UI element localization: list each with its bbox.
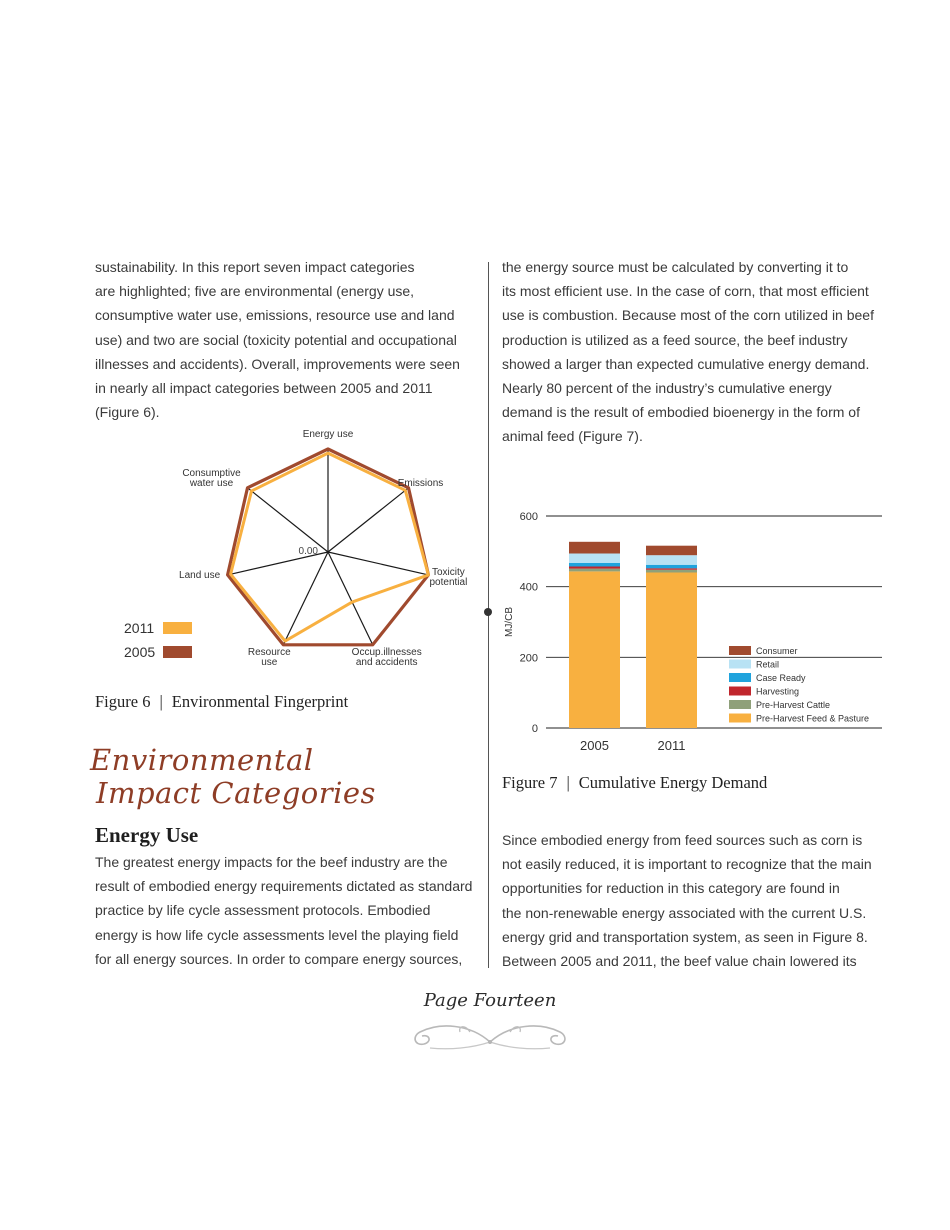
right-body-line: not easily reduced, it is important to recognize that the main	[502, 856, 872, 873]
x-tick-label: 2005	[580, 738, 609, 753]
left-intro-line: in nearly all impact categories between 2005 and 2011	[95, 380, 433, 397]
bar-segment	[646, 568, 697, 569]
legend-swatch	[729, 714, 751, 723]
bar-segment	[646, 565, 697, 569]
right-body-line: the non-renewable energy associated with the current U.S.	[502, 904, 867, 921]
legend-label: Consumer	[756, 646, 798, 656]
right-body-paragraph	[502, 828, 887, 973]
figure-7-title: Cumulative Energy Demand	[578, 773, 768, 792]
y-axis-label: MJ/CB	[504, 607, 515, 637]
section-script-title	[90, 744, 376, 810]
figure-7-separator: |	[566, 773, 570, 792]
right-intro-line: demand is the result of embodied bioenergy in the form of	[502, 404, 860, 421]
left-intro-line: use) and two are social (toxicity potential and occupational	[95, 331, 457, 348]
left-body-line: for all energy sources. In order to compare energy sources,	[95, 950, 463, 967]
right-intro-line: animal feed (Figure 7).	[502, 428, 643, 445]
legend-label: Harvesting	[756, 686, 800, 697]
left-intro-line: illnesses and accidents). Overall, improvements were seen	[95, 355, 460, 372]
left-intro-paragraph	[95, 255, 480, 424]
legend-swatch	[729, 673, 751, 682]
right-intro-line: its most efficient use. In the case of corn, that most efficient	[502, 283, 869, 300]
right-intro-line: showed a larger than expected cumulative energy demand.	[502, 355, 870, 372]
legend-swatch	[729, 687, 751, 696]
right-body-line: energy grid and transportation system, as seen in Figure 8.	[502, 928, 868, 945]
bar-segment	[569, 554, 620, 564]
x-tick-label: 2011	[657, 738, 686, 753]
radar-axis-label: Toxicity potential	[429, 566, 468, 588]
script-title-line-1: Environmental	[90, 743, 314, 777]
figure-6-separator: |	[159, 692, 163, 711]
page-number-label: Page Fourteen	[423, 990, 557, 1011]
y-tick-label: 200	[519, 652, 538, 665]
bar-segment	[646, 573, 697, 729]
left-body-line: The greatest energy impacts for the beef industry are the	[95, 854, 448, 870]
legend-swatch	[729, 700, 751, 709]
environmental-fingerprint-radar-chart	[110, 425, 485, 680]
right-body-line: Between 2005 and 2011, the beef value chain lowered its	[502, 953, 857, 970]
radar-spoke	[328, 552, 428, 575]
radar-spoke	[283, 552, 328, 645]
figure-7-label: Figure 7	[502, 773, 558, 792]
right-body-line: opportunities for reduction in this category are found in	[502, 880, 840, 897]
radar-axis-label: Resource use	[247, 646, 291, 668]
y-tick-label: 600	[519, 511, 538, 523]
radar-spoke	[248, 488, 329, 552]
flourish-ornament	[410, 1018, 570, 1054]
legend-label: Pre-Harvest Cattle	[756, 700, 831, 710]
left-body-paragraph	[95, 850, 480, 971]
right-intro-line: production is utilized as a feed source, the beef industry	[502, 331, 848, 348]
left-body-line: result of embodied energy requirements dictated as standard	[95, 878, 473, 895]
left-body-line: practice by life cycle assessment protocols. Embodied	[95, 902, 431, 919]
legend-label: Retail	[756, 659, 780, 670]
radar-center-label: 0.00	[298, 546, 318, 557]
bar-segment	[646, 570, 697, 573]
divider-dot	[484, 608, 492, 616]
radar-axis-label: Emissions	[397, 477, 444, 489]
legend-label: Case Ready	[756, 673, 806, 683]
y-tick-label: 400	[519, 581, 538, 594]
bar-segment	[569, 567, 620, 569]
left-body-line: energy is how life cycle assessments level the playing field	[95, 926, 459, 943]
right-intro-line: the energy source must be calculated by converting it to	[502, 259, 849, 275]
figure-6-caption	[95, 692, 348, 712]
left-intro-line: consumptive water use, emissions, resource use and land	[95, 307, 455, 324]
bar-segment	[569, 572, 620, 729]
radar-axis-label: Occup.illnesses and accidents	[351, 646, 422, 668]
section-heading-energy-use: Energy Use	[95, 823, 199, 847]
bar-segment	[646, 546, 697, 556]
bar-segment	[569, 563, 620, 567]
script-title-line-2: Impact Categories	[96, 776, 376, 810]
bar-segment	[646, 555, 697, 565]
cumulative-energy-demand-bar-chart	[498, 500, 888, 760]
legend-swatch	[729, 660, 751, 669]
right-intro-paragraph	[502, 255, 887, 449]
radar-spoke	[328, 488, 409, 552]
page-footer	[405, 988, 575, 1058]
figure-6-label: Figure 6	[95, 692, 151, 711]
figure-7-caption	[502, 773, 767, 793]
radar-legend-swatch	[163, 646, 192, 658]
figure-6-title: Environmental Fingerprint	[171, 692, 349, 711]
radar-axis-label: Land use	[179, 569, 221, 581]
radar-legend-label: 2011	[124, 620, 155, 636]
radar-axis-label: Consumptive water use	[182, 467, 241, 489]
bar-segment	[569, 542, 620, 554]
legend-label: Pre-Harvest Feed & Pasture	[756, 713, 870, 724]
radar-axis-label: Energy use	[302, 429, 354, 440]
left-intro-line: (Figure 6).	[95, 404, 160, 421]
y-tick-label: 0	[531, 723, 538, 735]
radar-legend-label: 2005	[124, 644, 156, 660]
radar-legend-swatch	[163, 622, 192, 634]
right-intro-line: use is combustion. Because most of the corn utilized in beef	[502, 307, 874, 324]
left-intro-line: sustainability. In this report seven impact categories	[95, 259, 415, 275]
left-intro-line: are highlighted; five are environmental (energy use,	[95, 283, 415, 300]
legend-swatch	[729, 646, 751, 655]
right-intro-line: Nearly 80 percent of the industry’s cumulative energy	[502, 380, 832, 397]
right-body-line: Since embodied energy from feed sources such as corn is	[502, 832, 863, 848]
bar-segment	[569, 569, 620, 572]
